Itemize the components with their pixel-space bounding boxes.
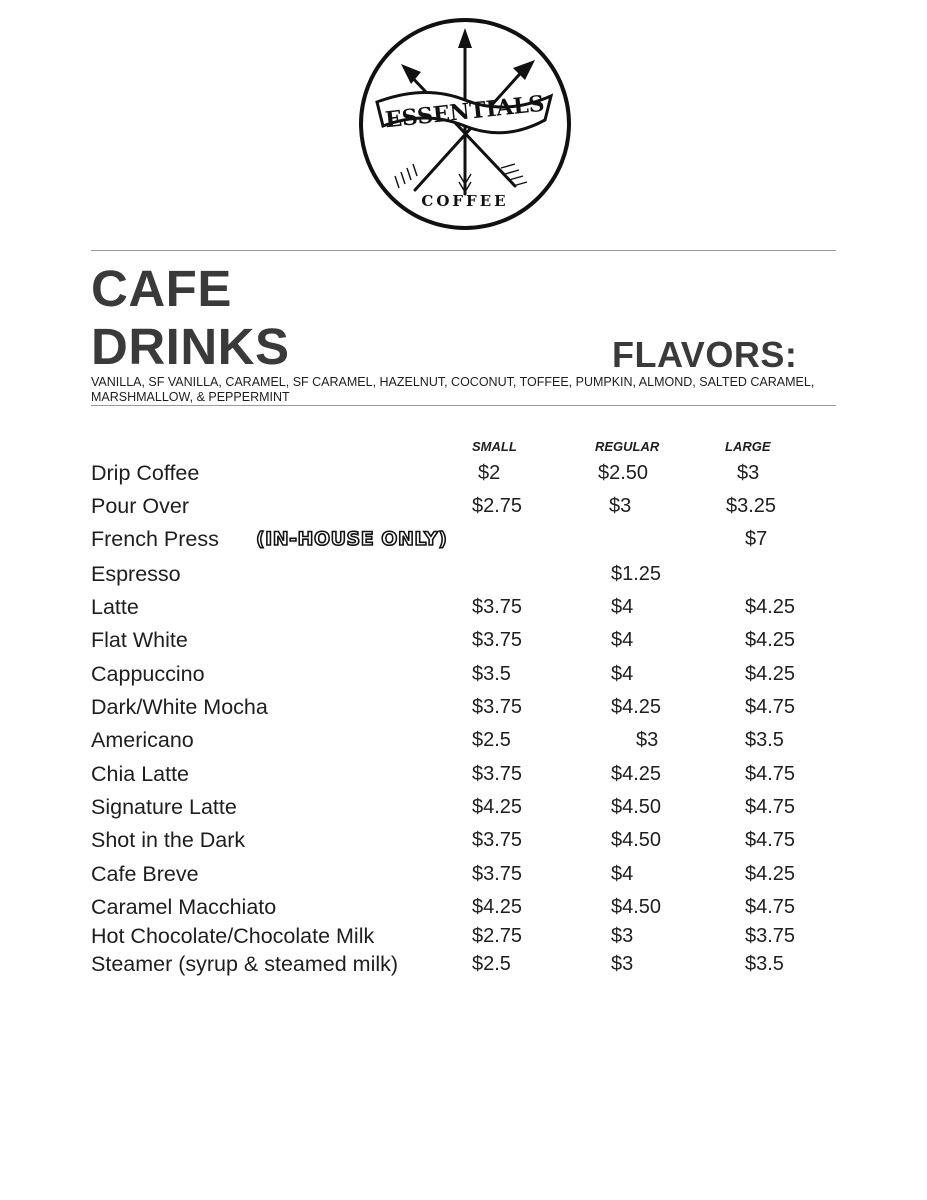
logo-sub-text: COFFEE — [421, 192, 509, 210]
divider-bottom — [91, 405, 836, 406]
in-house-only-note: (IN-HOUSE ONLY) — [256, 528, 448, 550]
price-large: $4.25 — [745, 629, 796, 651]
price-small: $3.75 — [472, 629, 523, 651]
price-large: $4.75 — [745, 896, 796, 918]
page-title-line1: CAFE — [91, 260, 232, 317]
flavors-heading: FLAVORS: — [612, 334, 798, 375]
price-small: $2.5 — [472, 953, 511, 975]
essentials-coffee-logo — [355, 14, 575, 234]
price-small: $2.75 — [472, 925, 523, 947]
divider-top — [91, 250, 836, 251]
column-header-regular: REGULAR — [595, 439, 660, 454]
menu-item-name: Cafe Breve — [91, 862, 199, 886]
price-regular: $4.25 — [611, 696, 662, 718]
price-large: $3.25 — [726, 495, 777, 517]
menu-item-name: Hot Chocolate/Chocolate Milk — [91, 924, 375, 948]
price-large: $3.75 — [745, 925, 796, 947]
price-small: $2.75 — [472, 495, 523, 517]
price-regular: $4.50 — [611, 829, 662, 851]
price-small: $2 — [478, 462, 501, 484]
price-large: $4.25 — [745, 863, 796, 885]
price-large: $4.25 — [745, 596, 796, 618]
price-regular: $3 — [611, 925, 634, 947]
menu-item-name: French Press — [91, 527, 219, 551]
price-small: $3.5 — [472, 663, 511, 685]
menu-item-name: Steamer (syrup & steamed milk) — [91, 952, 399, 976]
price-small: $3.75 — [472, 696, 523, 718]
menu-item-name: Latte — [91, 595, 139, 619]
menu-item-name: Flat White — [91, 628, 188, 652]
menu-item-name: Caramel Macchiato — [91, 895, 277, 919]
menu-item-name: Dark/White Mocha — [91, 695, 268, 719]
menu-item-name: Pour Over — [91, 494, 189, 518]
price-large: $4.75 — [745, 796, 796, 818]
price-regular: $2.50 — [598, 462, 649, 484]
logo-brand-text: ESSENTIALS — [383, 90, 546, 134]
price-small: $2.5 — [472, 729, 511, 751]
price-regular: $4.25 — [611, 763, 662, 785]
price-regular: $4.50 — [611, 796, 662, 818]
price-regular: $4 — [611, 596, 634, 618]
price-large: $4.75 — [745, 763, 796, 785]
price-regular: $4.50 — [611, 896, 662, 918]
menu-item-name: Shot in the Dark — [91, 828, 246, 852]
price-large: $4.75 — [745, 696, 796, 718]
price-regular: $3 — [611, 953, 634, 975]
price-small: $3.75 — [472, 763, 523, 785]
menu-item-name: Americano — [91, 728, 194, 752]
price-regular: $3 — [636, 729, 659, 751]
price-small: $4.25 — [472, 796, 523, 818]
price-regular: $4 — [611, 863, 634, 885]
menu-item-name: Espresso — [91, 562, 181, 586]
page-title-line2: DRINKS — [91, 318, 290, 375]
menu-item-name: Cappuccino — [91, 662, 205, 686]
price-regular: $3 — [609, 495, 632, 517]
menu-item-name: Chia Latte — [91, 762, 190, 786]
menu-item-name: Drip Coffee — [91, 461, 200, 485]
price-regular: $1.25 — [611, 563, 662, 585]
menu-item-name: Signature Latte — [91, 795, 237, 819]
column-header-small: SMALL — [472, 439, 517, 454]
flavors-list: VANILLA, SF VANILLA, CARAMEL, SF CARAMEL, HAZELNUT, COCONUT, TOFFEE, PUMPKIN, ALMOND, SALTED CARAMEL, MARSHMALLOW, & PEPPERMINT — [91, 375, 815, 404]
price-large: $7 — [745, 528, 768, 550]
column-header-large: LARGE — [725, 439, 771, 454]
price-small: $4.25 — [472, 896, 523, 918]
price-small: $3.75 — [472, 596, 523, 618]
price-large: $4.25 — [745, 663, 796, 685]
price-regular: $4 — [611, 629, 634, 651]
price-large: $4.75 — [745, 829, 796, 851]
price-large: $3.5 — [745, 953, 784, 975]
price-small: $3.75 — [472, 863, 523, 885]
price-regular: $4 — [611, 663, 634, 685]
price-large: $3 — [737, 462, 760, 484]
price-large: $3.5 — [745, 729, 784, 751]
price-small: $3.75 — [472, 829, 523, 851]
